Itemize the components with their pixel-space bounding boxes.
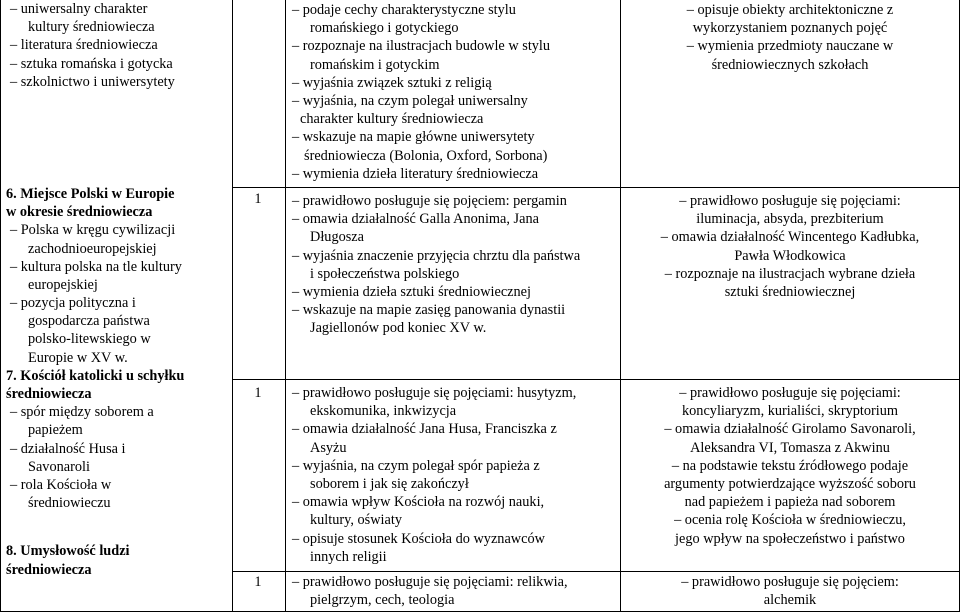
section-5-items [6,0,230,91]
text-line: kultury, oświaty [310,512,402,529]
text-line: Savonaroli [28,458,90,475]
text-line: – pozycja polityczna i [10,295,136,312]
hours-value: 1 [254,385,262,401]
text-line: – na podstawie tekstu źródłowego podaje [671,457,909,474]
text-line: – opisuje stosunek Kościoła do wyznawców [292,530,545,547]
text-line: – prawidłowo posługuje się pojęciami: [679,193,901,209]
text-line: średniowiecznych szkołach [711,56,869,73]
text-line: Aleksandra VI, Tomasza z Akwinu [690,439,890,456]
text-line: alchemik [763,592,817,609]
text-line: – omawia działalność Jana Husa, Franciszka z [292,421,557,438]
topics-column [6,0,230,579]
text-line: kultury średniowiecza [28,19,155,36]
text-line: wykorzystaniem poznanych pojęć [692,20,888,37]
text-line: średniowieczu [28,495,111,512]
text-line: – rozpoznaje na ilustracjach budowle w stylu [292,38,551,55]
text-line: koncyliaryzm, kurialiści, skryptorium [682,403,898,420]
text-line: zachodnioeuropejskiej [28,240,157,257]
text-line: papieżem [28,422,83,439]
section-title-line: w okresie średniowiecza [6,204,153,221]
section-8-title [6,542,230,578]
hours-value: 1 [254,191,262,207]
basic-requirements-block [292,384,618,566]
text-line: – prawidłowo posługuje się pojęciem: [681,574,899,590]
text-line: – wskazuje na mapie główne uniwersytety [292,129,535,146]
row-border [232,379,960,380]
text-line: – prawidłowo posługuje się pojęciami: relikwia, [292,574,568,590]
text-line: – podaje cechy charakterystyczne stylu [292,2,516,18]
text-line: Europie w XV w. [28,349,128,366]
text-line: – wyjaśnia, na czym polegał uniwersalny [292,92,528,109]
text-line: – wymienia przedmioty nauczane w [686,38,894,55]
section-title-line: średniowiecza [6,561,92,578]
text-line: i społeczeństwa polskiego [310,265,460,282]
text-line: nad papieżem i papieża nad soborem [684,494,896,511]
text-line: – prawidłowo posługuje się pojęciami: [679,385,901,401]
hours-value: 1 [254,574,262,590]
column-border [232,0,233,612]
text-line: Jagiellonów pod koniec XV w. [310,320,487,337]
text-line: – rozpoznaje na ilustracjach wybrane dzieła [664,265,916,282]
text-line: – Polska w kręgu cywilizacji [10,222,176,239]
text-line: gospodarcza państwa [28,313,150,330]
section-title-line: 6. Miejsce Polski w Europie [6,185,175,202]
section-6-title [6,185,230,221]
text-line: – literatura średniowiecza [10,37,158,54]
text-line: – opisuje obiekty architektoniczne z [686,2,894,18]
text-line: – spór między soborem a [10,404,154,421]
text-line: jego wpływ na społeczeństwo i państwo [675,530,905,547]
text-line: ekskomunika, inkwizycja [310,403,457,420]
column-border [0,0,1,612]
text-line: polsko-litewskiego w [28,331,151,348]
text-line: – kultura polska na tle kultury [10,258,182,275]
column-border [285,0,286,612]
section-7-items [6,403,230,512]
text-line: – sztuka romańska i gotycka [10,55,173,72]
text-line: – prawidłowo posługuje się pojęciem: pergamin [292,193,567,209]
column-border [620,0,621,612]
extended-requirements-block [622,384,958,548]
section-title-line: średniowiecza [6,386,92,402]
extended-requirements-block [622,192,958,301]
text-line: – wyjaśnia związek sztuki z religią [292,74,492,91]
text-line: romańskim i gotyckim [310,56,440,73]
text-line: – działalność Husa i [10,440,126,457]
text-line: argumenty potwierdzające wyższość soboru [664,475,916,492]
text-line: – ocenia rolę Kościoła w średniowieczu, [674,512,906,529]
section-title-line: 8. Umysłowość ludzi [6,543,130,560]
text-line: średniowiecza (Bolonia, Oxford, Sorbona) [304,147,548,164]
basic-requirements-block [292,573,618,609]
text-line: – wymienia dzieła sztuki średniowiecznej [292,283,531,300]
text-line: – omawia wpływ Kościoła na rozwój nauki, [292,494,545,511]
text-line: – szkolnictwo i uniwersytety [10,73,175,90]
extended-requirements-block [622,573,958,609]
text-line: Pawła Włodkowica [734,247,846,264]
basic-requirements-block [292,192,618,338]
basic-requirements-block [292,1,618,183]
section-7-title [6,367,230,403]
section-6-items [6,221,230,367]
row-border [232,187,960,188]
text-line: – omawia działalność Galla Anonima, Jana [292,211,539,228]
text-line: romańskiego i gotyckiego [310,20,459,37]
text-line: – prawidłowo posługuje się pojęciami: husytyzm, [292,385,577,401]
text-line: Długosza [310,229,364,246]
text-line: – uniwersalny charakter [10,1,148,17]
text-line: Asyżu [310,439,347,456]
text-line: soborem i jak się zakończył [310,475,469,492]
text-line: pielgrzym, cech, teologia [310,592,455,609]
text-line: europejskiej [28,276,98,293]
text-line: innych religii [310,548,387,565]
text-line: – wyjaśnia, na czym polegał spór papieża z [292,457,540,474]
section-title-line: 7. Kościół katolicki u schyłku [6,367,185,384]
text-line: sztuki średniowiecznej [724,283,856,300]
text-line: – omawia działalność Girolamo Savonaroli, [664,421,916,438]
text-line: – wskazuje na mapie zasięg panowania dynastii [292,302,566,319]
text-line: – wyjaśnia znaczenie przyjęcia chrztu dla państwa [292,247,581,264]
extended-requirements-block [622,1,958,74]
text-line: – omawia działalność Wincentego Kadłubka, [660,229,920,246]
text-line: iluminacja, absyda, prezbiterium [696,211,884,228]
text-line: – rola Kościoła w [10,476,112,493]
row-border [232,571,960,572]
text-line: – wymienia dzieła literatury średniowiecza [292,165,539,182]
text-line: charakter kultury średniowiecza [300,111,484,128]
